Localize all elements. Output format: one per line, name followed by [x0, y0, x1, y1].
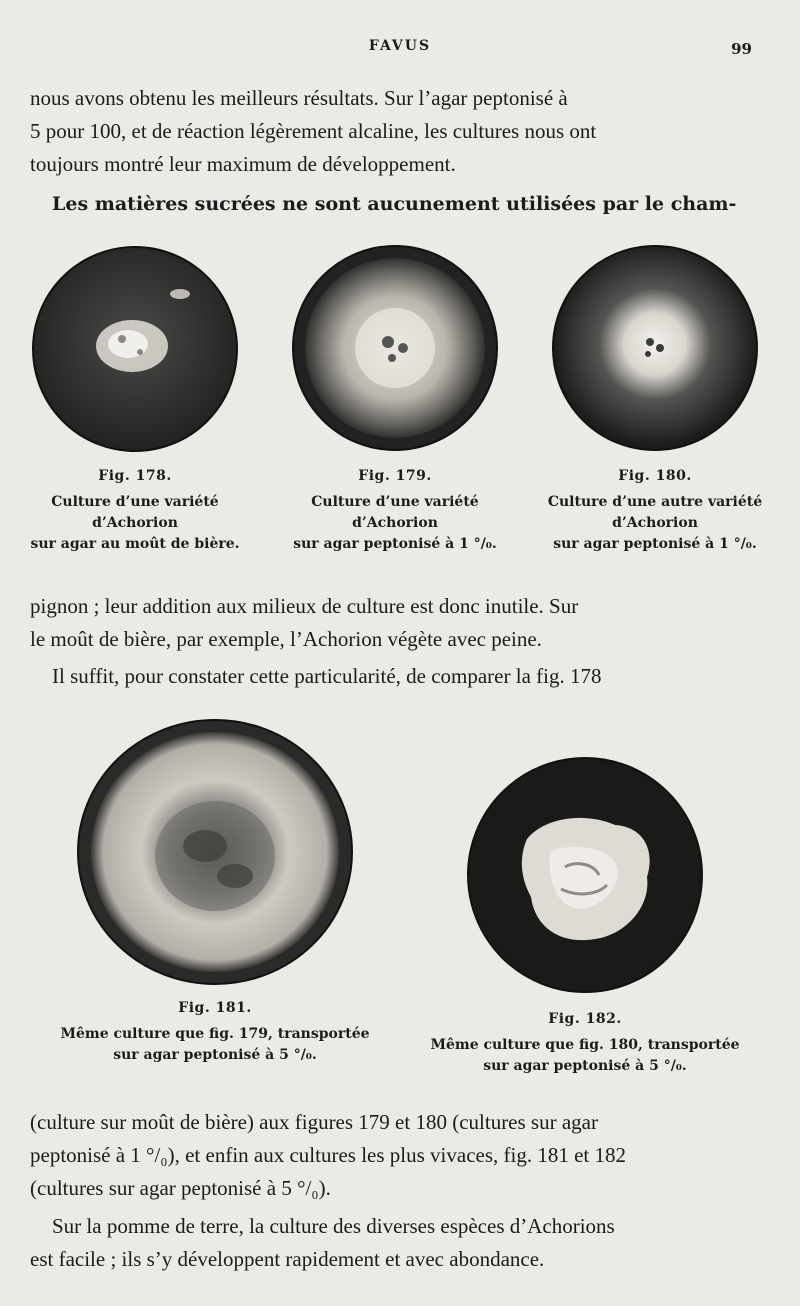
caption-line: sur agar au moût de bière.: [30, 536, 240, 552]
figure-178-image: [30, 244, 240, 454]
text-line: pignon ; leur addition aux milieux de culture est donc inutile. Sur: [30, 594, 579, 618]
text-line: (culture sur moût de bière) aux figures 179 et 180 (cultures sur agar: [30, 1110, 598, 1134]
figure-caption: [20, 492, 250, 555]
text-line: le moût de bière, par exemple, l’Achorion végète avec peine.: [30, 627, 542, 651]
paragraph-3: [30, 590, 770, 656]
paragraph-6: [30, 1210, 770, 1276]
figure-label: Fig. 179.: [358, 468, 432, 484]
figure-180-image: [550, 244, 760, 454]
figure-caption: [420, 1035, 750, 1077]
text-line: Les matières sucrées ne sont aucunement utilisées par le cham-: [52, 193, 737, 215]
text-line: Sur la pomme de terre, la culture des diverses espèces d’Achorions: [52, 1214, 615, 1238]
caption-line: sur agar peptonisé à 1 °/₀.: [553, 536, 757, 552]
caption-line: d’Achorion: [352, 515, 438, 531]
figure-caption: [60, 1024, 370, 1066]
figure-182: [420, 757, 750, 1077]
figure-180: [530, 244, 780, 555]
caption-line: sur agar peptonisé à 5 °/₀.: [113, 1047, 317, 1063]
caption-line: sur agar peptonisé à 5 °/₀.: [483, 1058, 687, 1074]
paragraph-5: [30, 1106, 770, 1205]
paragraph-4: [30, 660, 770, 693]
paragraph-2: [30, 188, 770, 221]
figure-label: Fig. 178.: [98, 468, 172, 484]
figure-182-image: [465, 757, 705, 997]
caption-line: d’Achorion: [612, 515, 698, 531]
caption-line: Culture d’une variété: [51, 494, 219, 510]
figure-label: Fig. 181.: [178, 1000, 252, 1016]
paragraph-1: [30, 82, 770, 181]
text-line: nous avons obtenu les meilleurs résultats. Sur l’agar peptonisé à: [30, 86, 568, 110]
figure-label: Fig. 180.: [618, 468, 692, 484]
text-line: Il suffit, pour constater cette particularité, de comparer la fig. 178: [52, 664, 602, 688]
text-line: est facile ; ils s’y développent rapidement et avec abondance.: [30, 1247, 545, 1271]
caption-line: Culture d’une variété: [311, 494, 479, 510]
caption-line: Culture d’une autre variété: [547, 494, 763, 510]
figure-179: [275, 244, 515, 555]
text-line: toujours montré leur maximum de développement.: [30, 152, 456, 176]
figure-181-image: [75, 716, 355, 986]
caption-line: Même culture que fig. 179, transportée: [60, 1026, 370, 1042]
caption-line: d’Achorion: [92, 515, 178, 531]
figure-caption: [530, 492, 780, 555]
figure-179-image: [288, 244, 503, 454]
text-line: 5 pour 100, et de réaction légèrement alcaline, les cultures nous ont: [30, 119, 597, 143]
caption-line: sur agar peptonisé à 1 °/₀.: [293, 536, 497, 552]
figure-label: Fig. 182.: [548, 1011, 622, 1027]
page-number: 99: [731, 40, 752, 58]
text-line: peptonisé à 1 °/₀), et enfin aux cultures les plus vivaces, fig. 181 et 182: [30, 1143, 626, 1167]
figure-caption: [275, 492, 515, 555]
running-header-title: FAVUS: [368, 38, 432, 54]
figure-181: [60, 716, 370, 1066]
figure-178: [20, 244, 250, 555]
text-line: (cultures sur agar peptonisé à 5 °/₀).: [30, 1176, 331, 1200]
caption-line: Même culture que fig. 180, transportée: [430, 1037, 740, 1053]
